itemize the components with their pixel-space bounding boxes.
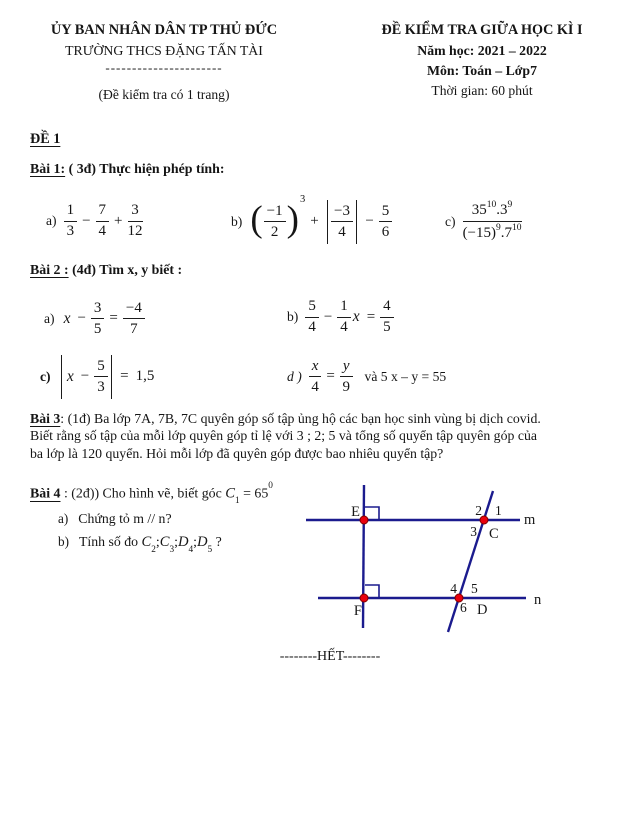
absolute-value-group xyxy=(58,355,116,399)
angle: C xyxy=(141,534,152,550)
fraction xyxy=(309,358,322,396)
fraction xyxy=(379,203,393,241)
separator: ; xyxy=(193,534,197,549)
denominator: 4 xyxy=(338,223,346,240)
fraction xyxy=(91,300,105,338)
bai4-item-b xyxy=(58,534,222,553)
bai3-line3: ba lớp là 120 quyển. Hỏi mỗi lớp đã quyên góp được bao nhiêu quyển tập? xyxy=(30,445,444,461)
point-dot-E xyxy=(360,516,368,524)
open-paren: ( xyxy=(250,198,263,240)
exam-title: ĐỀ KIỂM TRA GIỮA HỌC KÌ I xyxy=(381,22,583,38)
base: (−15) xyxy=(462,225,497,241)
item-label: b) xyxy=(231,213,243,229)
header-left-block xyxy=(26,22,302,103)
denominator: 9 xyxy=(342,378,350,395)
denominator: 5 xyxy=(383,319,391,335)
close-paren: ) xyxy=(286,198,299,240)
bai1-label: Bài 1: xyxy=(30,162,66,177)
fraction xyxy=(380,298,394,336)
degree-sup: 0 xyxy=(268,481,273,491)
point-label-E: E xyxy=(351,504,360,520)
denominator: 2 xyxy=(270,223,279,240)
angle-label-2: 2 xyxy=(475,503,482,518)
subject-grade: Môn: Toán – Lớp7 xyxy=(426,63,537,78)
equals: = xyxy=(109,310,118,326)
abs-bar xyxy=(327,200,328,244)
angle: D xyxy=(177,534,189,550)
denominator: 4 xyxy=(311,378,319,395)
item-label: b) xyxy=(58,534,69,549)
operator: − xyxy=(323,308,333,325)
angle: C xyxy=(159,534,170,550)
item-label: d ) xyxy=(287,368,302,384)
numerator: 7 xyxy=(96,202,110,221)
bai3-line2: Biết rằng số tập của mỗi lớp quyên góp tỉ lệ với 3 ; 2; 5 và tổng số quyển tập quyên góp của xyxy=(30,428,537,444)
school-name: TRƯỜNG THCS ĐẶNG TẤN TÀI xyxy=(65,43,263,58)
angle-value: = 65 xyxy=(239,486,269,502)
fraction xyxy=(128,202,143,240)
operator: − xyxy=(80,368,90,384)
absolute-value-group xyxy=(324,200,361,244)
bai1-heading xyxy=(30,162,225,178)
angle-c-sub: 1 xyxy=(234,496,240,507)
expression-2b xyxy=(287,292,394,342)
bai4-a-text: Chứng tỏ m // n? xyxy=(78,511,172,526)
abs-bar xyxy=(61,355,62,399)
geometry-figure xyxy=(298,482,643,650)
bai4-heading-text: : (2đ)) Cho hình vẽ, biết góc xyxy=(60,486,226,502)
base: 7 xyxy=(504,225,513,241)
variable-x: x xyxy=(66,367,74,385)
numerator: y xyxy=(340,358,353,377)
end-of-exam-marker: --------HẾT-------- xyxy=(279,649,381,664)
page-count-note: (Đề kiểm tra có 1 trang) xyxy=(98,87,230,102)
exponent: 9 xyxy=(496,223,501,233)
angle-label-5: 5 xyxy=(471,581,478,596)
angle-sub: 3 xyxy=(169,544,175,555)
angle-label-1: 1 xyxy=(495,503,502,518)
angle-label-3: 3 xyxy=(470,524,477,539)
numerator xyxy=(463,201,522,222)
item-label: c) xyxy=(40,368,51,384)
numerator: 1 xyxy=(64,202,78,221)
condition-text: và 5 x – y = 55 xyxy=(364,368,447,384)
exponent: 10 xyxy=(512,223,522,233)
fraction xyxy=(463,201,522,243)
equals: = xyxy=(326,368,335,384)
numerator: −4 xyxy=(123,300,145,319)
line-label-n: n xyxy=(534,592,542,608)
bai4-item-a xyxy=(58,511,172,527)
operator: − xyxy=(77,310,86,326)
point-label-C: C xyxy=(489,526,499,542)
expression-1b xyxy=(231,193,392,250)
fraction xyxy=(337,298,351,336)
expression-2a xyxy=(44,295,145,342)
bai3-label: Bài 3 xyxy=(30,411,61,426)
denominator: 4 xyxy=(308,319,316,335)
exponent: 3 xyxy=(299,194,306,205)
angle-label-6: 6 xyxy=(460,600,467,615)
denominator xyxy=(463,222,522,242)
denominator: 5 xyxy=(93,320,102,337)
fraction xyxy=(340,358,353,396)
expression-2c xyxy=(40,352,154,401)
bai1-heading-text: ( 3đ) Thực hiện phép tính: xyxy=(65,162,225,177)
abs-bar xyxy=(111,355,112,399)
expression-1a xyxy=(46,198,143,244)
operator: − xyxy=(82,212,91,229)
denominator: 6 xyxy=(381,223,390,240)
authority-name: ỦY BAN NHÂN DÂN TP THỦ ĐỨC xyxy=(50,22,278,38)
numerator: 3 xyxy=(128,202,143,221)
expression-1c xyxy=(445,195,522,248)
line-label-m: m xyxy=(524,512,536,528)
operator: + xyxy=(114,212,123,229)
fraction xyxy=(305,298,319,336)
denominator: 3 xyxy=(97,378,105,395)
fraction xyxy=(331,203,353,241)
exam-code-label: ĐỀ 1 xyxy=(30,131,61,147)
separator: ; xyxy=(155,534,160,549)
base: 35 xyxy=(471,201,487,218)
bai4-b-text: Tính số đo xyxy=(79,534,142,549)
point-label-F: F xyxy=(353,603,362,619)
item-label: a) xyxy=(44,310,55,326)
item-label: a) xyxy=(46,213,57,228)
expression-2d xyxy=(287,352,446,401)
numerator: 5 xyxy=(379,203,393,222)
operator: − xyxy=(365,213,374,229)
multiply-dot: . xyxy=(500,225,505,241)
bai3-line1 xyxy=(30,410,620,427)
point-label-D: D xyxy=(477,602,488,618)
numerator: x xyxy=(309,358,322,377)
angle-label-4: 4 xyxy=(450,581,457,596)
value: 1,5 xyxy=(135,368,155,384)
bai2-heading xyxy=(30,263,182,279)
angle: D xyxy=(197,534,208,550)
numerator: 5 xyxy=(305,298,319,317)
numerator: 4 xyxy=(380,298,394,317)
item-label: a) xyxy=(58,511,69,526)
fraction xyxy=(96,202,110,240)
numerator: 3 xyxy=(91,300,105,319)
item-label: b) xyxy=(287,309,299,324)
equals: = xyxy=(120,368,129,384)
operator: + xyxy=(310,213,319,229)
denominator: 4 xyxy=(98,223,107,239)
fraction xyxy=(264,203,286,241)
numerator: 1 xyxy=(337,298,351,317)
fraction xyxy=(123,300,145,338)
question-mark: ? xyxy=(212,534,222,549)
angle-sub: 4 xyxy=(188,544,194,555)
variable-x: x xyxy=(63,309,71,327)
denominator: 7 xyxy=(130,320,138,337)
bai4-label: Bài 4 xyxy=(30,486,61,502)
school-year: Năm học: 2021 – 2022 xyxy=(417,43,547,58)
fraction xyxy=(64,202,78,240)
numerator: −3 xyxy=(331,203,353,222)
angle-sub: 5 xyxy=(207,544,213,555)
bai3-line1-text: : (1đ) Ba lớp 7A, 7B, 7C quyên góp số tập ủng hộ các bạn học sinh vùng bị dịch covid. xyxy=(60,411,541,426)
bai2-label: Bài 2 : xyxy=(30,263,69,278)
multiply-dot: . xyxy=(496,201,501,218)
denominator: 4 xyxy=(340,319,348,335)
base: 3 xyxy=(500,201,508,218)
line-EF xyxy=(363,485,364,628)
denominator: 3 xyxy=(66,223,75,239)
angle-sub: 2 xyxy=(151,544,156,555)
separator-dashes: ---------------------- xyxy=(105,60,223,75)
fraction xyxy=(94,358,108,396)
point-dot-F xyxy=(360,594,368,602)
header-right-block xyxy=(348,22,616,99)
denominator: 12 xyxy=(127,223,143,239)
equals: = xyxy=(366,308,376,325)
bai3-paragraph xyxy=(30,410,620,462)
abs-bar xyxy=(356,200,357,244)
exponent: 10 xyxy=(486,199,497,210)
duration: Thời gian: 60 phút xyxy=(431,83,533,98)
angle-c: C xyxy=(225,485,235,502)
numerator: −1 xyxy=(264,203,286,222)
exponent: 9 xyxy=(507,199,513,210)
numerator: 5 xyxy=(94,358,108,377)
bai2-heading-text: (4đ) Tìm x, y biết : xyxy=(68,263,183,278)
bai4-heading xyxy=(30,481,273,507)
item-label: c) xyxy=(445,213,456,229)
separator: ; xyxy=(174,534,178,549)
variable-x: x xyxy=(352,308,360,325)
